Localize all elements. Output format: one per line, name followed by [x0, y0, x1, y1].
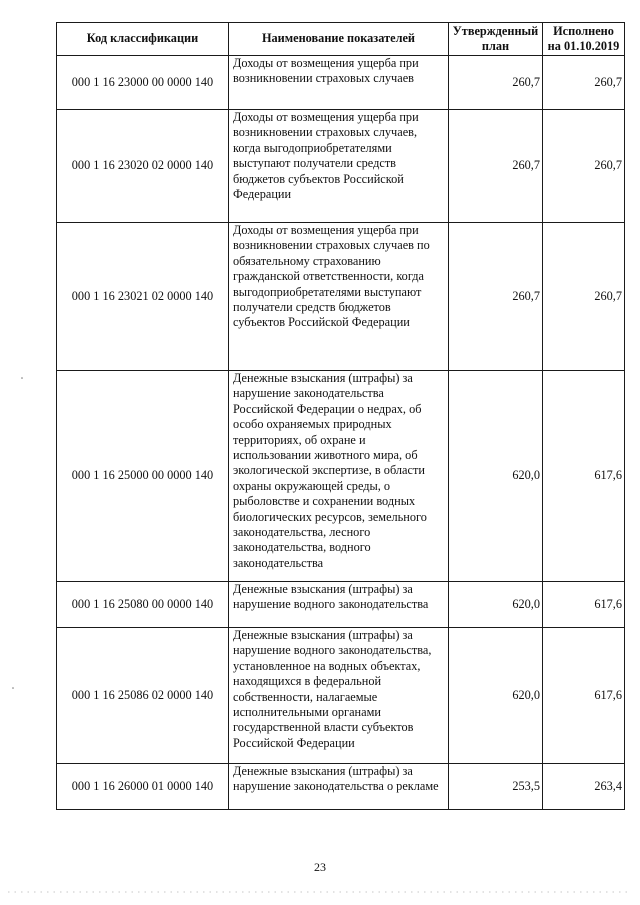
row-name: Доходы от возмещения ущерба при возникновении страховых случаев, когда выгодоприобретателями выступают получатели средств бюджетов субъектов Российской Федерации: [229, 110, 449, 223]
row-code: 000 1 16 25086 02 0000 140: [57, 628, 229, 764]
row-code: 000 1 16 25000 00 0000 140: [57, 371, 229, 582]
row-plan: 253,5: [449, 764, 543, 810]
row-name: Денежные взыскания (штрафы) за нарушение законодательства о рекламе: [229, 764, 449, 810]
row-plan: 260,7: [449, 223, 543, 371]
header-name: Наименование показателей: [229, 23, 449, 56]
row-name: Доходы от возмещения ущерба при возникновении страховых случаев: [229, 56, 449, 110]
row-plan: 620,0: [449, 628, 543, 764]
revenue-table: [56, 22, 625, 810]
row-name: Денежные взыскания (штрафы) за нарушение законодательства Российской Федерации о недрах, об особо охраняемых природных территориях, об охране и использовании животного мира, об экологической экспертизе, в области охраны окружающей среды, о рыболовстве и сохранении водных биологических ресурсов, земельного законодательства, лесного законодательства, водного законодательства: [229, 371, 449, 582]
row-done: 260,7: [543, 110, 625, 223]
table-row: [57, 764, 625, 810]
table-header-row: [57, 23, 625, 56]
row-code: 000 1 16 26000 01 0000 140: [57, 764, 229, 810]
row-done: 263,4: [543, 764, 625, 810]
header-code: Код классификации: [57, 23, 229, 56]
header-done: Исполнено на 01.10.2019: [543, 23, 625, 56]
table-row: [57, 628, 625, 764]
row-plan: 260,7: [449, 110, 543, 223]
table-row: [57, 110, 625, 223]
row-done: 260,7: [543, 223, 625, 371]
row-plan: 620,0: [449, 371, 543, 582]
row-name: Денежные взыскания (штрафы) за нарушение водного законодательства: [229, 582, 449, 628]
table-row: [57, 371, 625, 582]
page-number: 23: [314, 860, 326, 874]
row-name: Доходы от возмещения ущерба при возникновении страховых случаев по обязательному страхованию гражданской ответственности, когда выгодоприобретателями выступают получатели средств бюджетов субъектов Российской Федерации: [229, 223, 449, 371]
table-row: [57, 56, 625, 110]
row-done: 617,6: [543, 371, 625, 582]
row-code: 000 1 16 23021 02 0000 140: [57, 223, 229, 371]
row-name: Денежные взыскания (штрафы) за нарушение водного законодательства, установленное на водных объектах, находящихся в федеральной собственности, налагаемые исполнительными органами государственной власти субъектов Российской Федерации: [229, 628, 449, 764]
row-code: 000 1 16 23000 00 0000 140: [57, 56, 229, 110]
row-done: 617,6: [543, 582, 625, 628]
row-done: 617,6: [543, 628, 625, 764]
row-code: 000 1 16 25080 00 0000 140: [57, 582, 229, 628]
header-plan: Утвержденный план: [449, 23, 543, 56]
row-plan: 620,0: [449, 582, 543, 628]
row-done: 260,7: [543, 56, 625, 110]
table-row: [57, 582, 625, 628]
row-code: 000 1 16 23020 02 0000 140: [57, 110, 229, 223]
table-row: [57, 223, 625, 371]
row-plan: 260,7: [449, 56, 543, 110]
